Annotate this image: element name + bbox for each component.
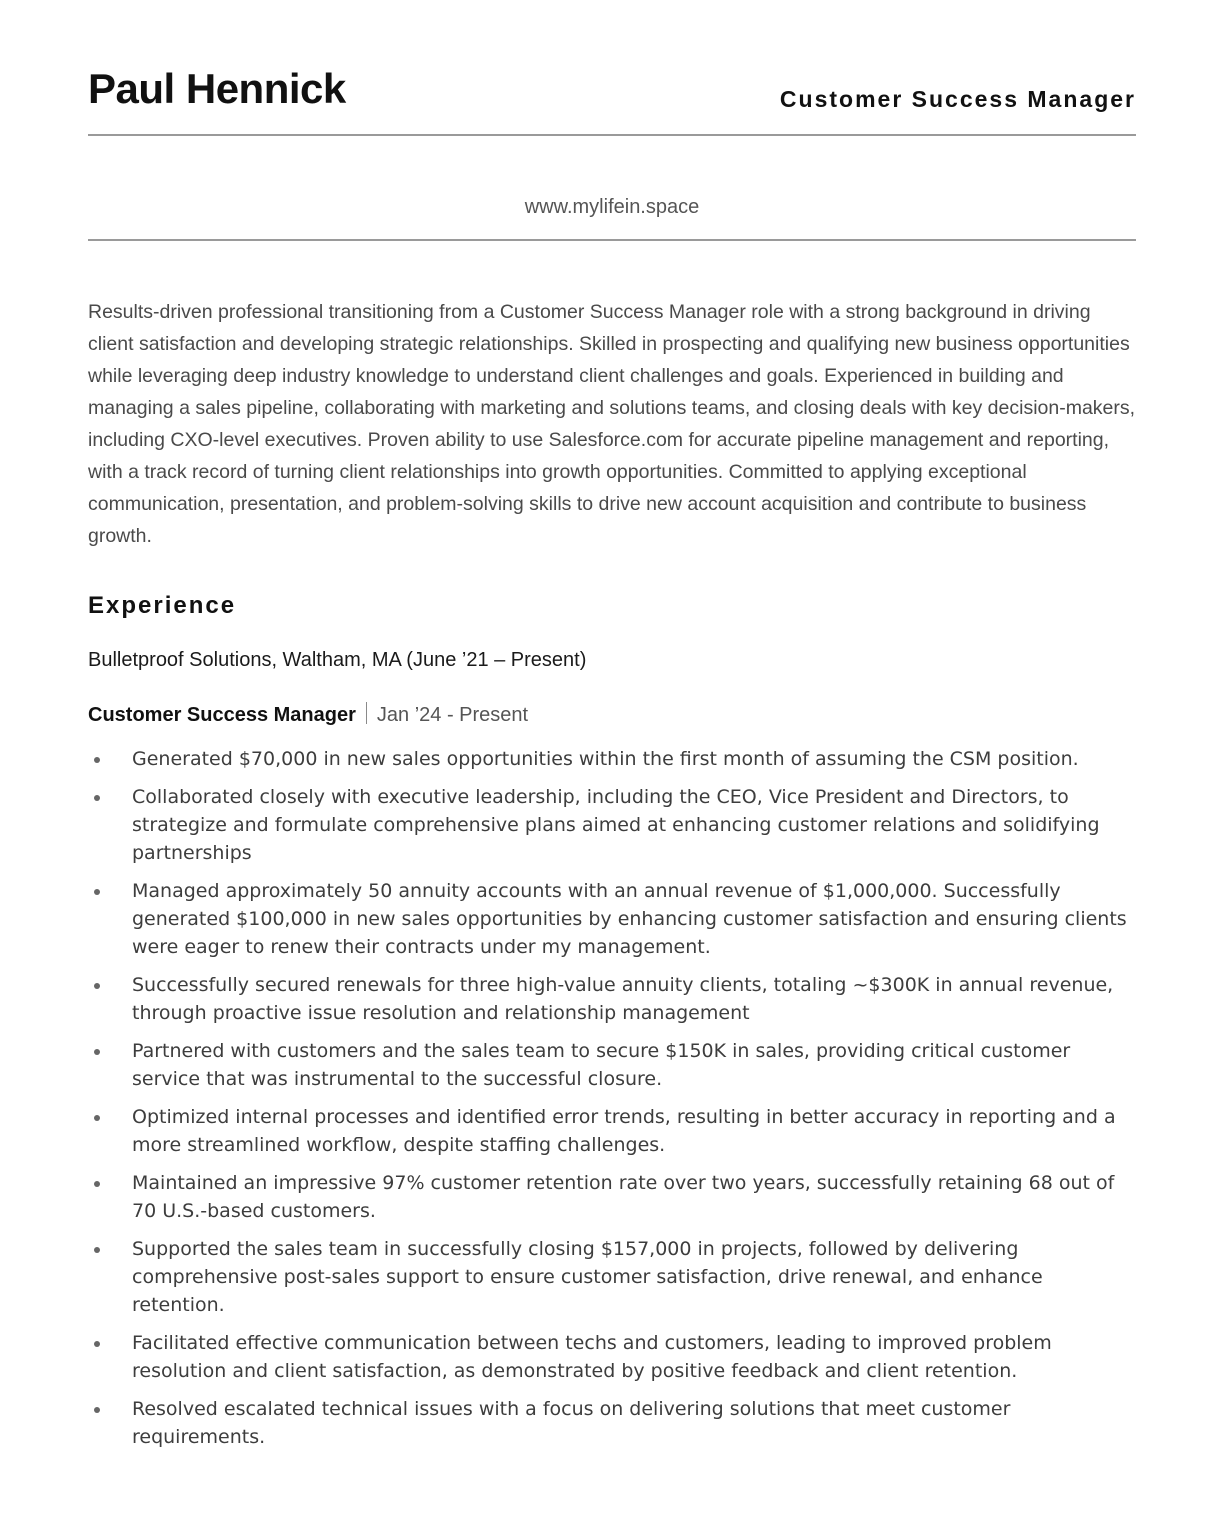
- list-item: [88, 1037, 1136, 1093]
- bullet-icon: [94, 757, 100, 763]
- experience-heading: Experience: [88, 592, 237, 619]
- role-title: Customer Success Manager: [88, 704, 356, 726]
- list-item: [88, 1329, 1136, 1385]
- bullet-icon: [94, 1115, 100, 1121]
- bullet-icon: [94, 983, 100, 989]
- list-item: [88, 1103, 1136, 1159]
- bullet-text: Facilitated effective communication between techs and customers, leading to improved problem resolution and client satisfaction, as demonstrated by positive feedback and client retention.: [132, 1332, 1052, 1382]
- bullet-icon: [94, 795, 100, 801]
- resume-page: [88, 0, 1136, 1520]
- list-item: [88, 877, 1136, 961]
- professional-summary: Results-driven professional transitioning from a Customer Success Manager role with a strong background in driving client satisfaction and developing strategic relationships. Skilled in prospecting and qualifying new business opportunities while leveraging deep industry knowledge to understand client challenges and goals. Experienced in building and managing a sales pipeline, collaborating with marketing and solutions teams, and closing deals with key decision-makers, including CXO-level executives. Proven ability to use Salesforce.com for accurate pipeline management and reporting, with a track record of turning client relationships into growth opportunities. Committed to applying exceptional communication, presentation, and problem-solving skills to drive new account acquisition and contribute to business growth.: [88, 301, 1136, 547]
- bullet-text: Successfully secured renewals for three high-value annuity clients, totaling ~$300K in annual revenue, through proactive issue resolution and relationship management: [132, 974, 1114, 1024]
- bullet-icon: [94, 889, 100, 895]
- list-item: [88, 1169, 1136, 1225]
- bullet-icon: [94, 1341, 100, 1347]
- bullet-text: Maintained an impressive 97% customer retention rate over two years, successfully retaining 68 out of 70 U.S.-based customers.: [132, 1172, 1115, 1222]
- list-item: [88, 1235, 1136, 1319]
- bullet-text: Supported the sales team in successfully closing $157,000 in projects, followed by delivering comprehensive post-sales support to ensure customer satisfaction, drive renewal, and enhance retention.: [132, 1238, 1043, 1316]
- list-item: [88, 783, 1136, 867]
- list-item: [88, 1395, 1136, 1451]
- header-divider: [88, 134, 1136, 136]
- role-separator: [366, 702, 367, 724]
- candidate-name: Paul Hennick: [88, 65, 346, 112]
- list-item: [88, 745, 1136, 773]
- bullet-icon: [94, 1247, 100, 1253]
- role-dates: Jan ’24 - Present: [376, 704, 529, 726]
- contact-divider: [88, 239, 1136, 241]
- bullet-text: Generated $70,000 in new sales opportunities within the first month of assuming the CSM position.: [132, 748, 1079, 770]
- resume-header: [88, 64, 1136, 124]
- experience-bullet-list: [88, 745, 1136, 1461]
- company-line: Bulletproof Solutions, Waltham, MA (June ’21 – Present): [88, 649, 587, 671]
- website-link[interactable]: www.mylifein.space: [524, 196, 700, 218]
- job-title: Customer Success Manager: [779, 86, 1136, 112]
- bullet-icon: [94, 1181, 100, 1187]
- bullet-icon: [94, 1049, 100, 1055]
- bullet-text: Resolved escalated technical issues with a focus on delivering solutions that meet customer requirements.: [132, 1398, 1011, 1448]
- bullet-text: Collaborated closely with executive leadership, including the CEO, Vice President and Directors, to strategize and formulate comprehensive plans aimed at enhancing customer relations and solidifying partnerships: [132, 786, 1100, 864]
- bullet-icon: [94, 1407, 100, 1413]
- bullet-text: Managed approximately 50 annuity accounts with an annual revenue of $1,000,000. Successfully generated $100,000 in new sales opportunities by enhancing customer satisfaction and ensuring clients were eager to renew their contracts under my management.: [132, 880, 1127, 958]
- bullet-text: Optimized internal processes and identified error trends, resulting in better accuracy in reporting and a more streamlined workflow, despite staffing challenges.: [132, 1106, 1116, 1156]
- bullet-text: Partnered with customers and the sales team to secure $150K in sales, providing critical customer service that was instrumental to the successful closure.: [132, 1040, 1071, 1090]
- list-item: [88, 971, 1136, 1027]
- role-line: [88, 701, 528, 729]
